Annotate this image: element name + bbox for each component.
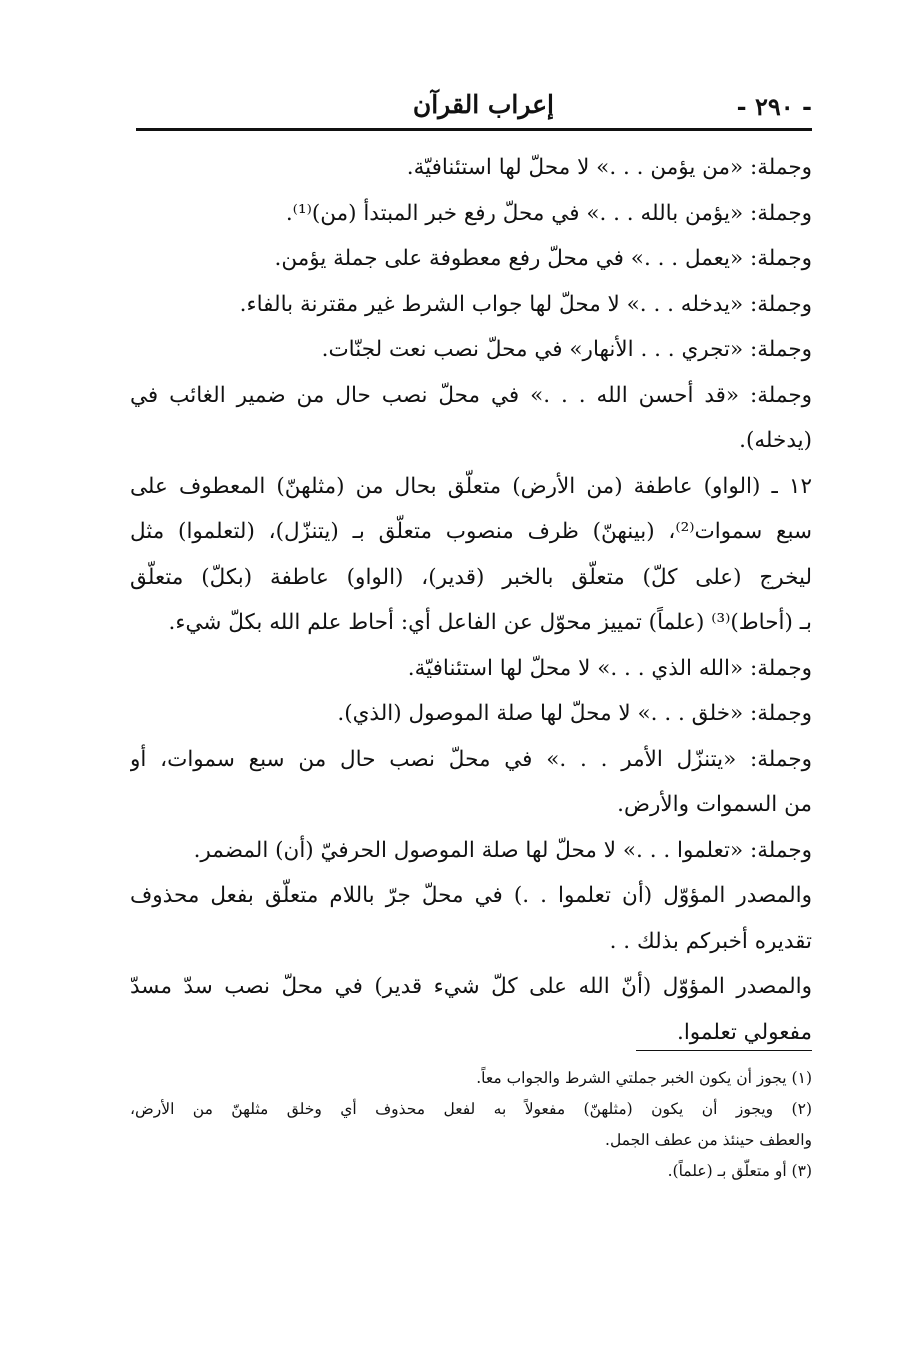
text-line: وجملة: «تجري . . . الأنهار» في محلّ نصب نعت لجنّات. xyxy=(321,337,812,362)
text-line: وجملة: «من يؤمن . . .» لا محلّ لها استئنافيّة. xyxy=(406,155,812,180)
text-line: وجملة: «يتنزّل الأمر . . .» في محلّ نصب حال من سبع سموات، أو xyxy=(130,746,812,772)
text-line: وجملة: «الله الذي . . .» لا محلّ لها استئنافيّة. xyxy=(407,655,812,681)
book-title: إعراب القرآن xyxy=(412,90,554,119)
text-line: وجملة: «يؤمن بالله . . .» في محلّ رفع خبر المبتدأ (من)⁽¹⁾. xyxy=(285,200,812,226)
footnote-3: (٣) أو متعلّق بـ (علماً). xyxy=(667,1162,812,1180)
footnote-2: (٢) ويجوز أن يكون (مثلهنّ) مفعولاً به لفعل محذوف أي وخلق مثلهنّ من الأرض، xyxy=(130,1100,812,1118)
text-line: والمصدر المؤوّل (أنّ الله على كلّ شيء قدير) في محلّ نصب سدّ مسدّ xyxy=(130,974,812,999)
text-line: وجملة: «تعلموا . . .» لا محلّ لها صلة الموصول الحرفيّ (أن) المضمر. xyxy=(193,837,812,863)
footnote-2-cont: والعطف حينئذ من عطف الجمل. xyxy=(605,1131,812,1149)
text-line: (يدخله). xyxy=(739,428,812,453)
text-line: مفعولي تعلموا. xyxy=(677,1019,812,1045)
text-line: بـ (أحاط)⁽³⁾ (علماً) تمييز محوّل عن الفاعل أي: أحاط علم الله بكلّ شيء. xyxy=(168,610,812,635)
header-rule xyxy=(136,128,812,131)
text-line: من السموات والأرض. xyxy=(617,792,812,817)
text-line: ليخرج (على كلّ) متعلّق بالخبر (قدير)، (الواو) عاطفة (بكلّ) متعلّق xyxy=(130,564,812,590)
text-line: سبع سموات⁽²⁾، (بينهنّ) ظرف منصوب متعلّق بـ (يتنزّل)، (لتعلموا) مثل xyxy=(130,519,812,544)
main-text xyxy=(130,145,812,1055)
footnotes xyxy=(130,1063,812,1187)
text-line: تقديره أخبركم بذلك . . xyxy=(609,928,812,954)
text-line: وجملة: «يدخله . . .» لا محلّ لها جواب الشرط غير مقترنة بالفاء. xyxy=(239,291,812,317)
footnote-1: (١) يجوز أن يكون الخبر جملتي الشرط والجواب معاً. xyxy=(476,1069,812,1087)
text-line: وجملة: «قد أحسن الله . . .» في محلّ نصب حال من ضمير الغائب في xyxy=(130,382,812,408)
verse-12-line: ١٢ ـ (الواو) عاطفة (من الأرض) متعلّق بحال من (مثلهنّ) المعطوف على xyxy=(130,473,812,499)
footnote-rule xyxy=(636,1050,812,1051)
text-line: وجملة: «يعمل . . .» في محلّ رفع معطوفة على جملة يؤمن. xyxy=(274,246,812,271)
page-header xyxy=(136,88,812,128)
text-line: والمصدر المؤوّل (أن تعلموا . .) في محلّ جرّ باللام متعلّق بفعل محذوف xyxy=(130,883,812,908)
text-line: وجملة: «خلق . . .» لا محلّ لها صلة الموصول (الذي). xyxy=(337,701,812,726)
page-number: - ٢٩٠ - xyxy=(736,92,812,121)
